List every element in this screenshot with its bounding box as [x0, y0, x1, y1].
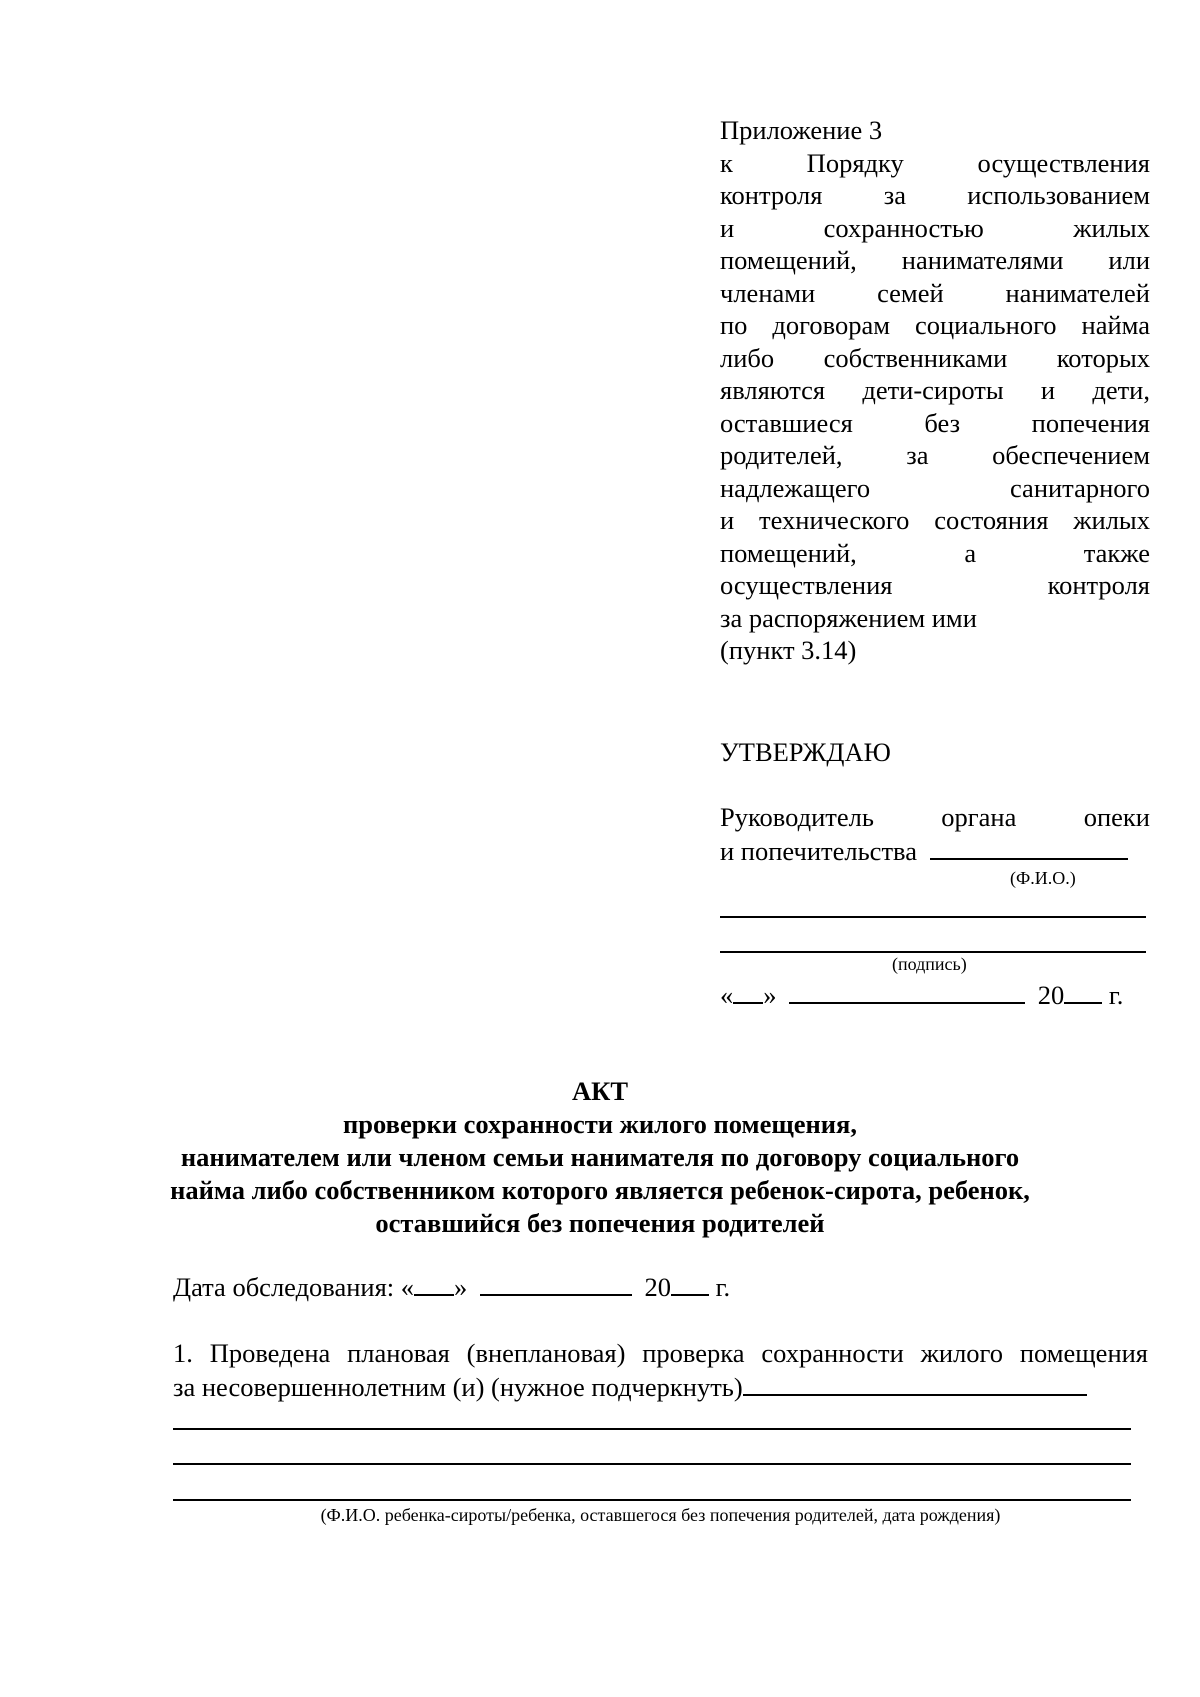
- appendix-line: по договорам социального найма: [720, 310, 1150, 340]
- child-info-field-line2[interactable]: [173, 1463, 1131, 1465]
- item1-line2: [173, 1370, 1148, 1404]
- approval-year-field[interactable]: [1064, 978, 1102, 1004]
- inspection-date-close-quote: »: [454, 1272, 468, 1302]
- appendix-line: членами семей нанимателей: [720, 277, 1150, 308]
- fio-hint: (Ф.И.О.): [1010, 868, 1076, 888]
- inspection-date-line: [173, 1270, 1148, 1304]
- appendix-line: либо собственниками которых: [720, 342, 1150, 373]
- approver-name-field[interactable]: [930, 834, 1128, 860]
- inspection-year-field[interactable]: [671, 1270, 709, 1296]
- year-suffix: г.: [1108, 980, 1124, 1010]
- appendix-line: родителей, за обеспечением: [720, 440, 1150, 470]
- appendix-line: оставшиеся без попечения: [720, 407, 1150, 438]
- minor-name-field[interactable]: [743, 1370, 1087, 1396]
- appendix-line: контроля за использованием: [720, 180, 1150, 210]
- inspection-year-prefix: 20: [644, 1272, 672, 1302]
- appendix-line: (пункт 3.14): [720, 635, 857, 665]
- item1-line2-text: за несовершеннолетним (и) (нужное подчеркнуть): [173, 1372, 743, 1402]
- act-heading: [0, 1075, 1200, 1240]
- appendix-line: и сохранностью жилых: [720, 212, 1150, 243]
- approval-date-line: [720, 978, 1150, 1012]
- approval-block: [720, 736, 1150, 1010]
- approver-position-text: и попечительства: [720, 836, 917, 866]
- act-title: АКТ: [571, 1076, 629, 1106]
- appendix-reference: [720, 114, 1150, 667]
- approver-position-line1: Руководитель органа опеки: [720, 802, 1150, 832]
- child-info-field-line1[interactable]: [173, 1428, 1131, 1430]
- appendix-line: за распоряжением ими: [720, 602, 977, 633]
- approval-day-field[interactable]: [733, 978, 763, 1004]
- signature-hint: (подпись): [892, 954, 967, 974]
- appendix-line: осуществления контроля: [720, 570, 1150, 600]
- appendix-line: помещений, нанимателями или: [720, 245, 1150, 275]
- act-subtitle-line: найма либо собственником которого является ребенок-сирота, ребенок,: [170, 1175, 1030, 1205]
- approval-month-field[interactable]: [789, 978, 1025, 1004]
- item1-line1: 1. Проведена плановая (внеплановая) проверка сохранности жилого помещения: [173, 1338, 1148, 1368]
- inspection-year-suffix: г.: [715, 1272, 731, 1302]
- appendix-line: надлежащего санитарного: [720, 472, 1150, 503]
- child-info-field-line3[interactable]: [173, 1499, 1131, 1501]
- inspection-day-field[interactable]: [414, 1270, 454, 1296]
- inspection-month-field[interactable]: [480, 1270, 632, 1296]
- appendix-line: и технического состояния жилых: [720, 505, 1150, 535]
- act-subtitle-line: нанимателем или членом семьи нанимателя по договору социального: [180, 1142, 1020, 1172]
- appendix-line: помещений, а также: [720, 537, 1150, 568]
- appendix-line: к Порядку осуществления: [720, 147, 1150, 178]
- appendix-line: Приложение 3: [720, 115, 883, 145]
- approval-title: УТВЕРЖДАЮ: [720, 737, 891, 767]
- act-subtitle-line: проверки сохранности жилого помещения,: [343, 1109, 857, 1139]
- date-open-quote: «: [720, 980, 734, 1010]
- approver-extra-line-field[interactable]: [720, 916, 1146, 918]
- approver-position-line2: [720, 834, 1150, 868]
- act-subtitle-line: оставшийся без попечения родителей: [375, 1208, 825, 1238]
- child-info-hint: (Ф.И.О. ребенка-сироты/ребенка, оставшегося без попечения родителей, дата рождения): [320, 1505, 1001, 1525]
- appendix-line: являются дети-сироты и дети,: [720, 375, 1150, 405]
- date-close-quote: »: [763, 980, 777, 1010]
- inspection-date-label: Дата обследования: «: [173, 1272, 415, 1302]
- signature-field[interactable]: [720, 951, 1146, 953]
- year-prefix: 20: [1037, 980, 1065, 1010]
